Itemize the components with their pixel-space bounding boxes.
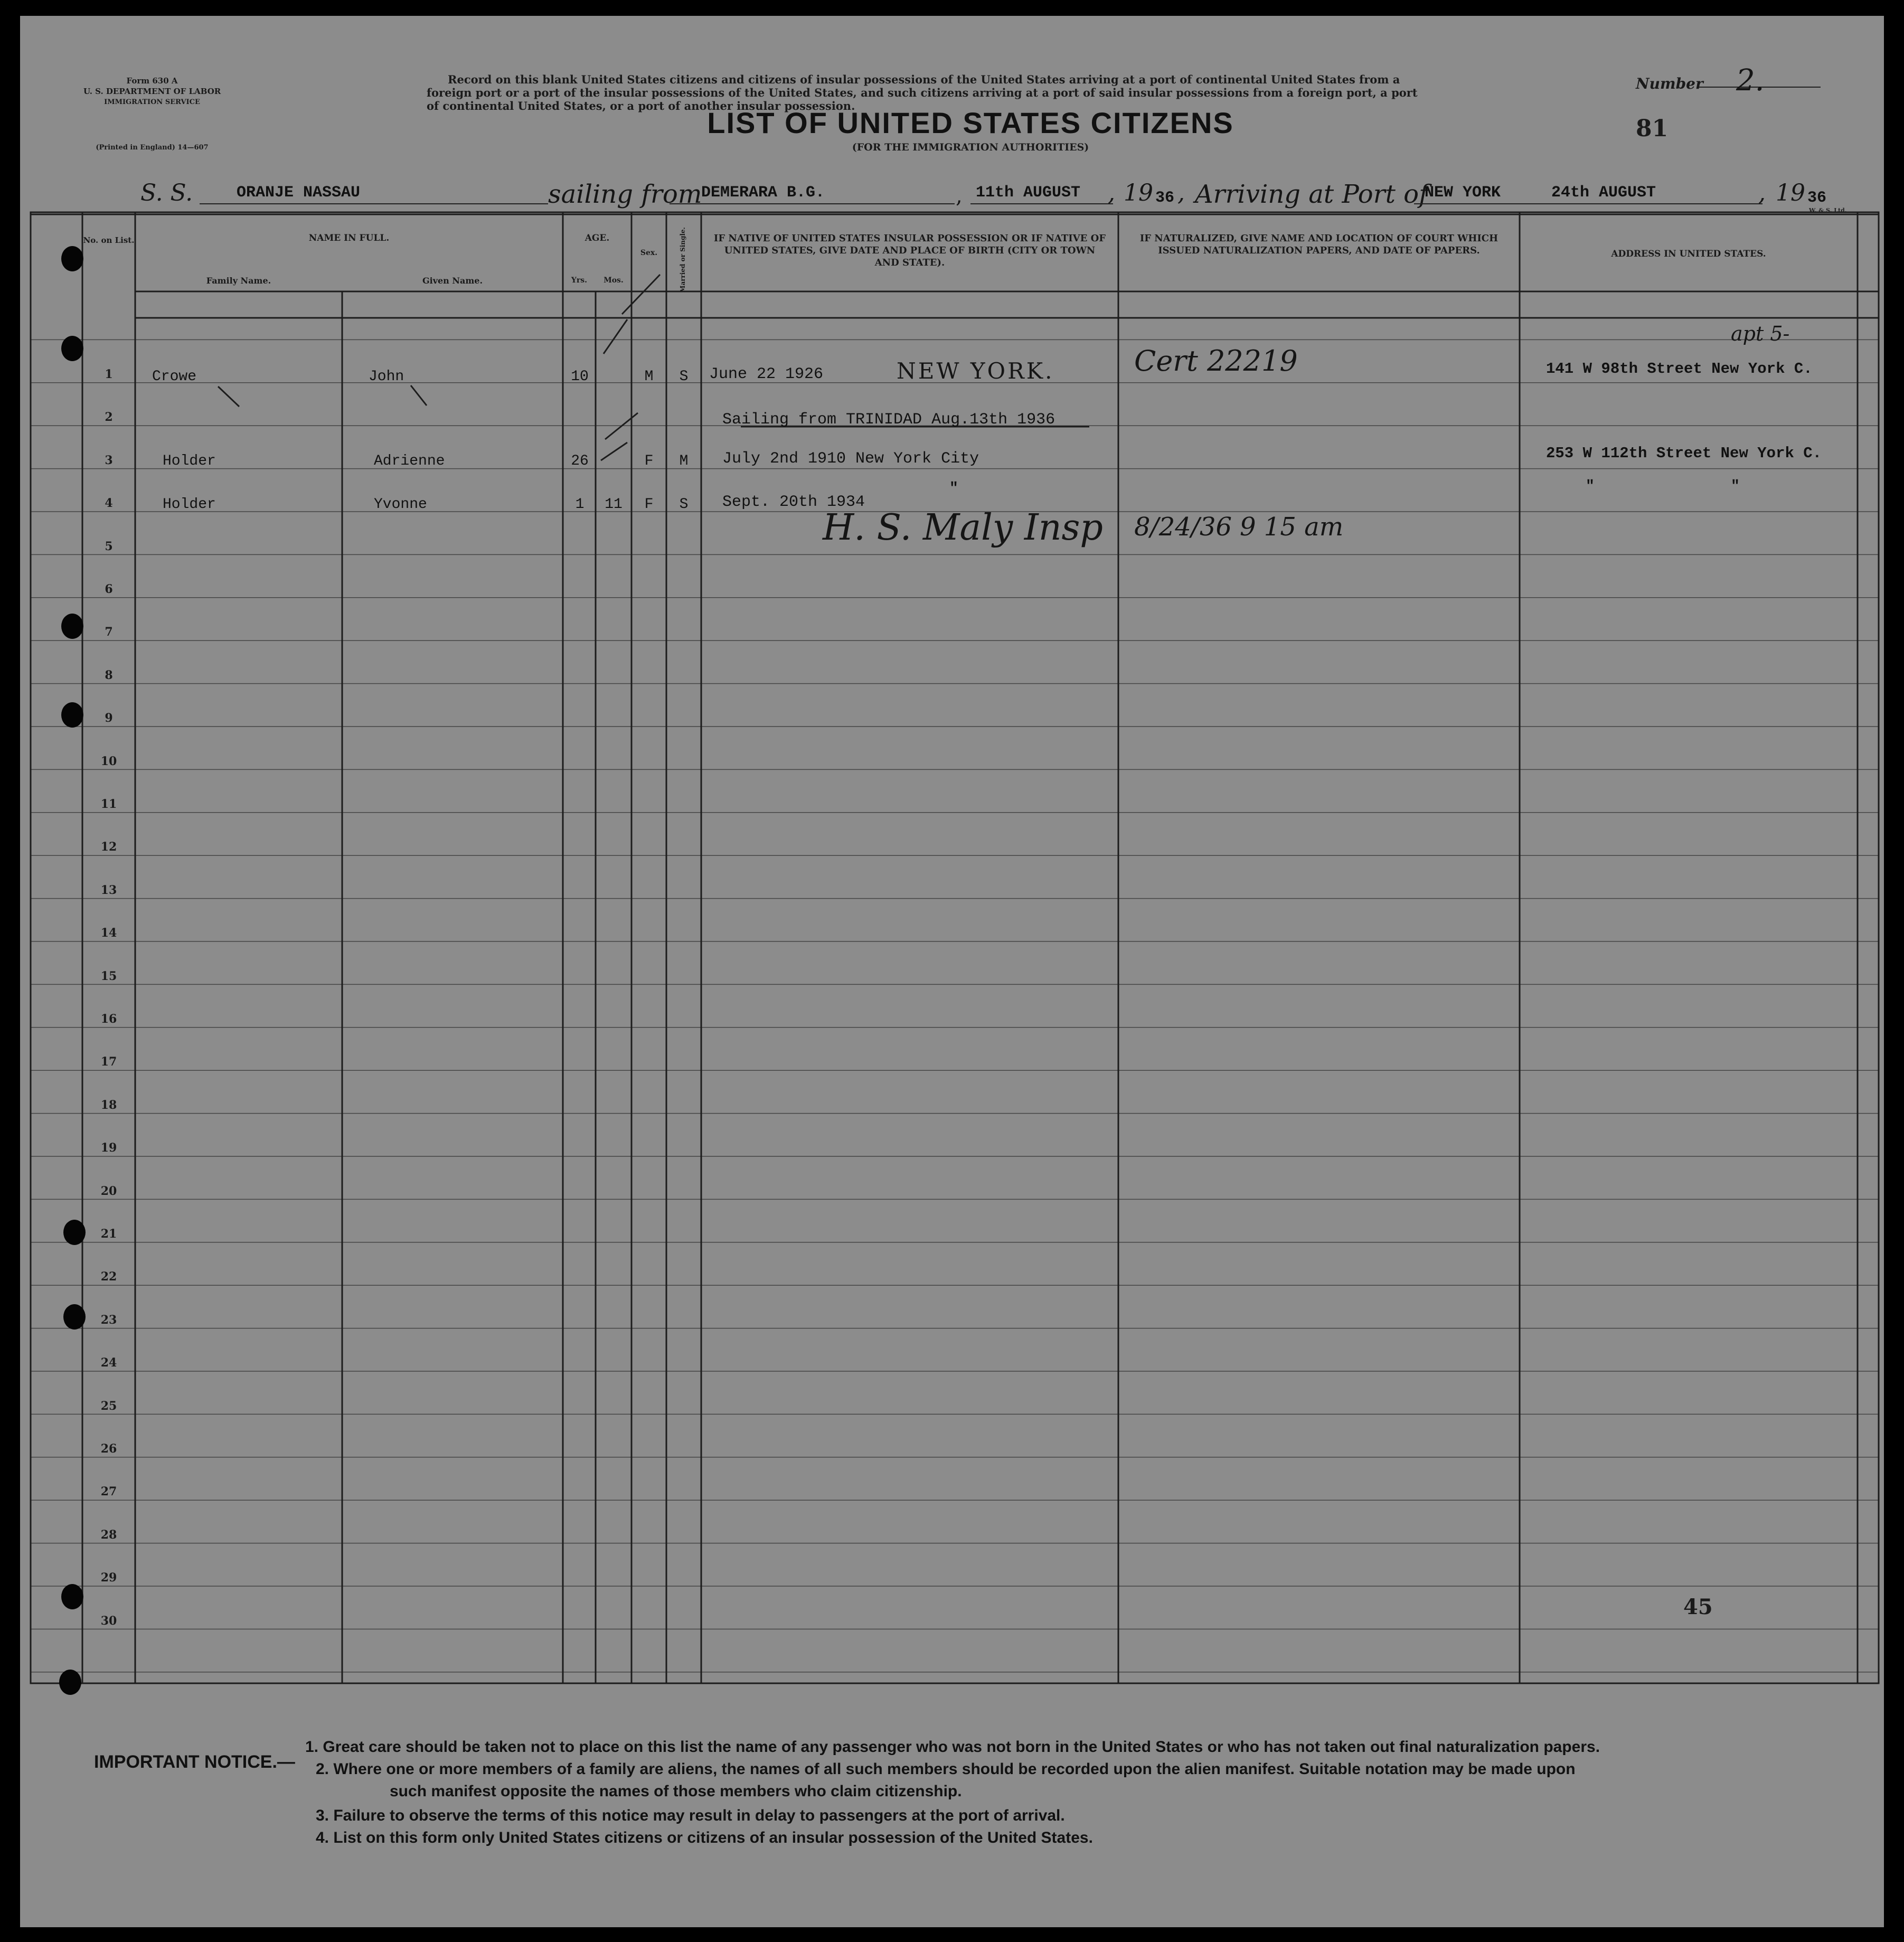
binding-hole xyxy=(61,336,83,361)
row-number: 24 xyxy=(100,1356,117,1370)
entry-4-status: S xyxy=(679,496,689,513)
ship-name: ORANJE NASSAU xyxy=(237,184,361,202)
entry-4-mos: 11 xyxy=(605,496,623,513)
row-number: 22 xyxy=(100,1270,117,1284)
entry-1-family: Crowe xyxy=(152,369,197,385)
arrival-date: 24th AUGUST xyxy=(1551,184,1656,202)
form-number: Form 630 A xyxy=(126,76,178,86)
entry-3-birth: July 2nd 1910 New York City xyxy=(722,450,979,468)
row-number: 14 xyxy=(100,926,117,940)
header-given-name: Given Name. xyxy=(422,276,483,286)
entry-1-address: 141 W 98th Street New York C. xyxy=(1546,360,1813,378)
binding-hole xyxy=(63,1304,86,1330)
header-native: IF NATIVE OF UNITED STATES INSULAR POSSESSION OR IF NATIVE OF UNITED STATES, GIVE DATE AND PLACE OF BIRTH (CITY OR TOWN AND STATE). xyxy=(713,233,1106,268)
number-label: Number xyxy=(1636,75,1703,92)
notice-item-2: 2. Where one or more members of a family are aliens, the names of all such members should be recorded upon the alien manifest. Suitable notation may be made upon xyxy=(316,1760,1576,1778)
row-number: 5 xyxy=(105,539,113,553)
entry-4-ditto-address-2: " xyxy=(1731,478,1740,495)
header-no: No. on List. xyxy=(83,235,135,245)
depart-year-prefix: 19 xyxy=(1124,180,1153,206)
entry-3-given: Adrienne xyxy=(374,453,445,469)
header-married-single: Married or Single. xyxy=(679,227,686,293)
row-number: 16 xyxy=(100,1012,117,1026)
row-number: 18 xyxy=(100,1098,117,1112)
entry-3-family: Holder xyxy=(163,453,216,469)
row-number: 9 xyxy=(105,711,113,725)
depart-date: 11th AUGUST xyxy=(976,184,1081,202)
notice-item-4: 4. List on this form only United States citizens or citizens of an insular possession of the United States. xyxy=(316,1829,1093,1846)
instruction-line: Record on this blank United States citizens and citizens of insular possessions of the United States arriving at a port of continental United States from a xyxy=(448,73,1400,86)
notice-item-3: 3. Failure to observe the terms of this notice may result in delay to passengers at the port of arrival. xyxy=(316,1807,1065,1824)
header-sex: Sex. xyxy=(640,249,658,257)
row-number: 10 xyxy=(100,754,117,768)
ss-label: S. S. xyxy=(140,180,193,206)
number-value: 2. xyxy=(1736,63,1765,98)
arrival-port: NEW YORK xyxy=(1425,184,1501,202)
binding-hole xyxy=(61,702,83,728)
row-number: 27 xyxy=(100,1485,117,1499)
row-number: 29 xyxy=(100,1571,117,1585)
header-age: AGE. xyxy=(585,233,610,243)
header-yrs: Yrs. xyxy=(571,276,588,285)
arriving-label: Arriving at Port of xyxy=(1195,180,1428,209)
notice-item-2-cont: such manifest opposite the names of those members who claim citizenship. xyxy=(390,1783,962,1800)
entry-3-status: M xyxy=(679,453,689,469)
row-number: 26 xyxy=(100,1442,117,1456)
row-number: 12 xyxy=(100,840,117,854)
inspector-signature: H. S. Maly Insp xyxy=(823,507,1103,549)
row-number: 13 xyxy=(100,883,117,897)
instruction-line: foreign port or a port of the insular possessions of the United States, and such citizens arriving at a port of said insular possessions from a foreign port, a port xyxy=(427,86,1418,99)
printer-mark: W. & S. Ltd. xyxy=(1809,207,1847,214)
entry-4-ditto-birth: " xyxy=(949,480,958,497)
entry-4-yrs: 1 xyxy=(575,496,585,513)
row-number: 11 xyxy=(100,797,117,811)
entry-4-birth: Sept. 20th 1934 xyxy=(722,493,865,511)
row-number: 19 xyxy=(100,1141,117,1155)
service: IMMIGRATION SERVICE xyxy=(104,98,200,106)
instruction-line: of continental United States, or a port of another insular possession. xyxy=(427,99,855,112)
binding-hole xyxy=(61,246,83,271)
entry-1-birth-place: NEW YORK. xyxy=(897,358,1054,384)
header-family-name: Family Name. xyxy=(206,276,271,286)
arrival-year: 36 xyxy=(1807,189,1827,207)
sailing-label: sailing from xyxy=(548,180,702,209)
check-mark-1 xyxy=(604,319,627,354)
page-subtitle: (FOR THE IMMIGRATION AUTHORITIES) xyxy=(852,142,1089,153)
header-address: ADDRESS IN UNITED STATES. xyxy=(1611,249,1766,259)
entry-2-note: Sailing from TRINIDAD Aug.13th 1936 xyxy=(722,411,1055,429)
row-number: 7 xyxy=(105,625,113,639)
printed-note: (Printed in England) 14—607 xyxy=(96,144,209,152)
entry-1-sex: M xyxy=(644,369,654,385)
entry-3-yrs: 26 xyxy=(571,453,589,469)
entry-1-birth-date: June 22 1926 xyxy=(709,365,824,383)
entry-1-naturalized: Cert 22219 xyxy=(1134,344,1298,378)
row-number: 23 xyxy=(100,1313,117,1327)
entry-1-yrs: 10 xyxy=(571,369,589,385)
row-number: 25 xyxy=(100,1399,117,1413)
arrival-year-prefix: 19 xyxy=(1776,180,1805,206)
row-number: 6 xyxy=(105,582,113,596)
binding-hole xyxy=(61,1584,83,1609)
header-mos: Mos. xyxy=(604,276,624,285)
page-title: LIST OF UNITED STATES CITIZENS xyxy=(707,106,1234,139)
entry-4-given: Yvonne xyxy=(374,496,427,513)
row-number: 1 xyxy=(105,367,113,381)
row-number: 21 xyxy=(100,1227,117,1241)
sheet-number: 81 xyxy=(1636,115,1669,142)
entry-3-sex: F xyxy=(644,453,654,469)
entry-4-family: Holder xyxy=(163,496,216,513)
department: U. S. DEPARTMENT OF LABOR xyxy=(83,87,221,96)
entry-1-given: John xyxy=(369,369,404,385)
signature-time: 9 15 am xyxy=(1240,512,1344,542)
manifest-grid xyxy=(20,16,1884,1927)
from-port: DEMERARA B.G. xyxy=(701,184,825,202)
binding-hole xyxy=(59,1670,81,1695)
row-number: 20 xyxy=(100,1184,117,1198)
row-number: 8 xyxy=(105,668,113,682)
entry-4-ditto-address-1: " xyxy=(1586,478,1595,495)
signature-date: 8/24/36 xyxy=(1134,512,1232,542)
notice-label: IMPORTANT NOTICE.— xyxy=(94,1752,295,1772)
header-naturalized: IF NATURALIZED, GIVE NAME AND LOCATION OF COURT WHICH ISSUED NATURALIZATION PAPERS, AND DATE OF PAPERS. xyxy=(1139,233,1498,256)
row-number: 17 xyxy=(100,1055,117,1069)
row-number: 3 xyxy=(105,453,113,467)
binding-hole xyxy=(63,1220,86,1245)
notice-item-1: 1. Great care should be taken not to place on this list the name of any passenger who was not born in the United States or who has not taken out final naturalization papers. xyxy=(305,1738,1600,1756)
entry-1-status: S xyxy=(679,369,689,385)
row-number: 15 xyxy=(100,969,117,983)
entry-1-address-note: apt 5- xyxy=(1731,322,1790,345)
manifest-sheet: Form 630 A U. S. DEPARTMENT OF LABOR IMMIGRATION SERVICE (Printed in England) 14—607 Record on this blank United States citizens and citizens of insular possessions of the United States arriving at a port of continental United States from a foreign port or a port of the insular possessions of the United States, and such citizens arriving at a port of said insular possessions from a foreign port, a port of continental United States, or a port of another insular possession. LIST OF UNITED STATES CITIZENS (FOR THE IMMIGRATION AUTHORITIES) Number 2. 81 S. S. ORANJE NASSAU sailing from DEMERARA B.G. , 11th AUGUST , 19 36 , Arriving at Port of NEW YORK 24th AUGUST , 19 36 W. & S. Ltd. No. on List. NAME IN FULL. Family Name. Given Name. AGE. Yrs. Mos. Sex. Married or Single. IF NATIVE OF UNITED STATES INSULAR POSSESSION OR IF NATIVE OF UNITED STATES, GIVE DATE AND PLACE OF BIRTH (CITY OR TOWN AND STATE). IF NATURALIZED, GIVE NAME AND LOCATION OF COURT WHICH ISSUED NATURALIZATION PAPERS, AND DATE OF PAPERS. ADDRESS IN UNITED STATES. 1 2 3 4 5 6 7 8 9 10 11 12 13 14 15 16 17 18 19 20 21 22 23 24 25 26 27 28 29 30 Crowe John 10 M S June 22 1926 NEW YORK. Cert 22219 apt 5- 141 W 98th Street New York C. Sailing from TRINIDAD Aug.13th 1936 Holder Adrienne 26 F M July 2nd 1910 New York City 253 W 112th Street New York C. Holder Yvonne 1 11 F S Sept. 20th 1934 " " " H. S. Maly Insp 8/24/36 9 15 am 45 IMPORTANT NOTICE.— 1. Great care should be taken not to place on this list the name of any passenger who was not born in the United States or who has not taken out final naturalization papers. 2. Where one or more members of a family are aliens, the names of all such members should be recorded upon the alien manifest. Suitable notation may be made upon such manifest opposite the names of those members who claim citizenship. 3. Failure to observe the terms of this notice may result in delay to passengers at the port of arrival. 4. List on this form only United States citizens or citizens of an insular possession of the United States. xyxy=(20,16,1884,1927)
entry-3-address: 253 W 112th Street New York C. xyxy=(1546,445,1822,462)
bottom-number: 45 xyxy=(1683,1595,1713,1619)
row-number: 4 xyxy=(105,496,113,511)
depart-year: 36 xyxy=(1155,189,1175,207)
row-number: 28 xyxy=(100,1528,117,1542)
binding-hole xyxy=(61,614,83,639)
header-name-in-full: NAME IN FULL. xyxy=(308,233,390,243)
row-number: 30 xyxy=(100,1614,117,1628)
row-number: 2 xyxy=(105,410,113,425)
entry-4-sex: F xyxy=(644,496,654,513)
